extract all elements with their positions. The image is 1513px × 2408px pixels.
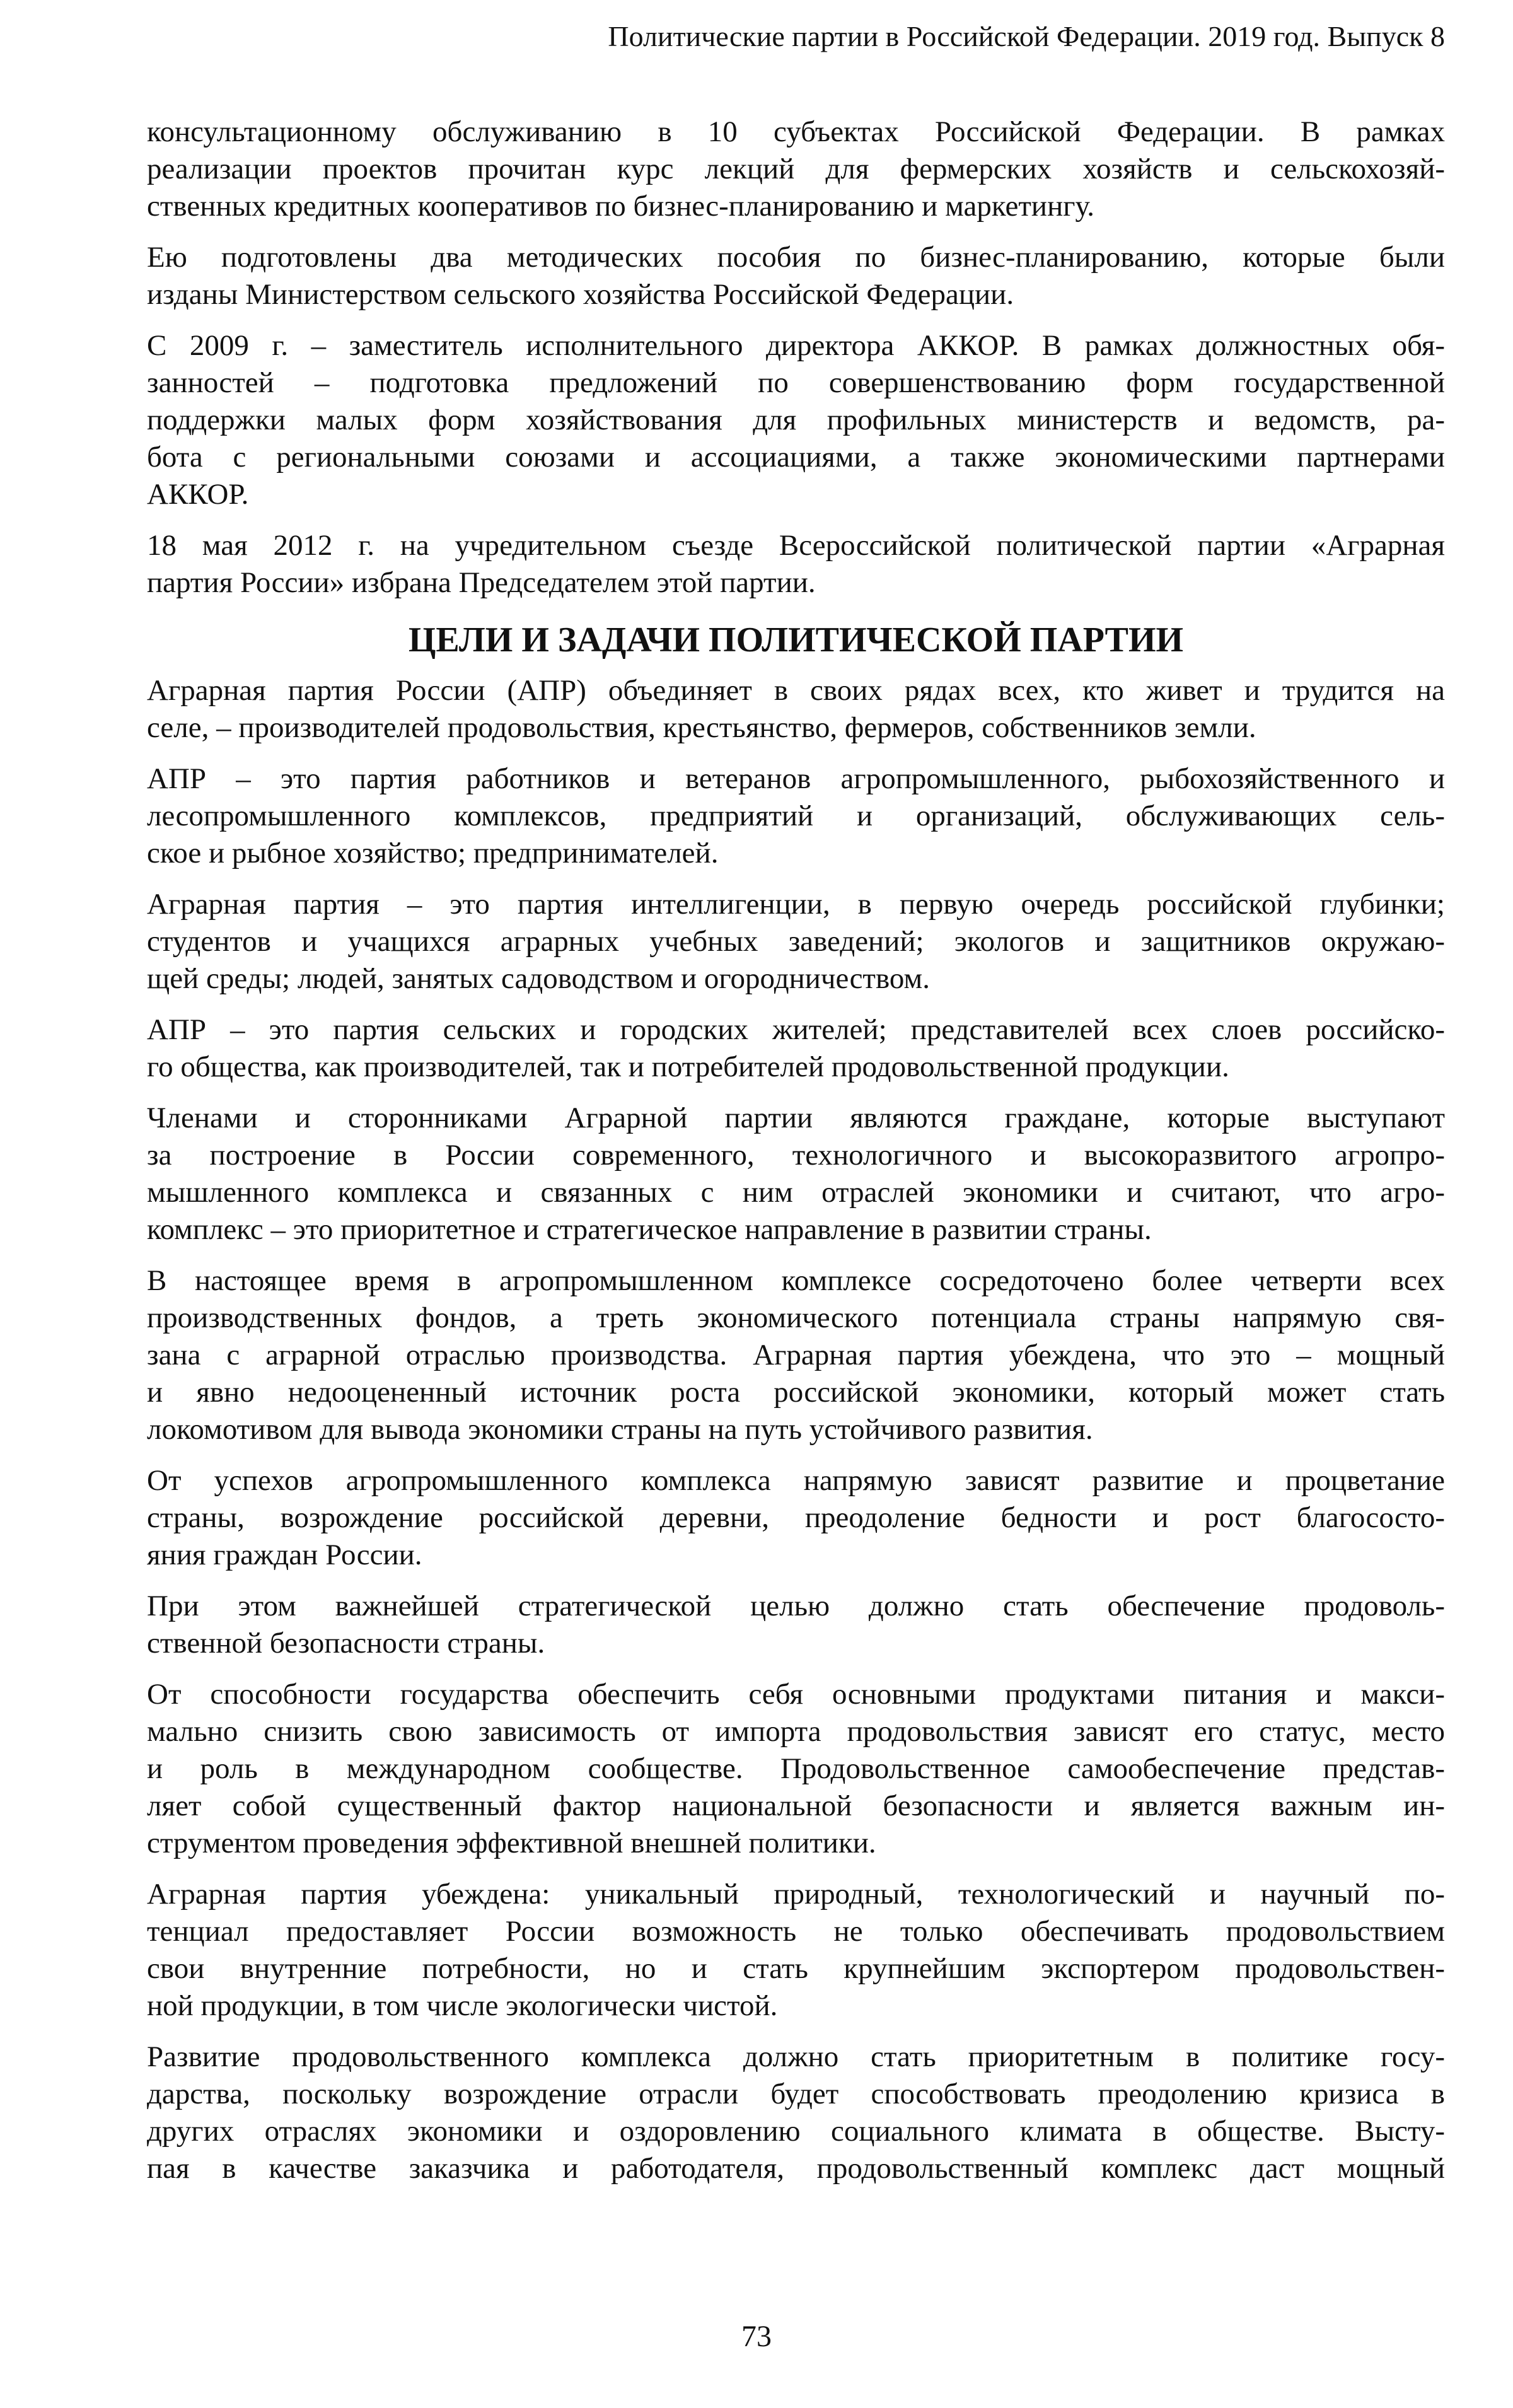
text-line: ственной безопасности страны.	[147, 1627, 545, 1660]
text-line: консультационному обслуживанию в 10 субъектах Российской Федерации. В рамках	[147, 115, 1445, 148]
paragraph	[147, 1588, 1445, 1662]
text-line: мально снизить свою зависимость от импорта продовольствия зависят его статус, место	[147, 1715, 1445, 1748]
text-line: щей среды; людей, занятых садоводством и огородничеством.	[147, 962, 930, 995]
text-line: студентов и учащихся аграрных учебных заведений; экологов и защитников окружаю-	[147, 925, 1445, 958]
text-line: Аграрная партия – это партия интеллигенции, в первую очередь российской глубинки;	[147, 888, 1445, 921]
text-line: занностей – подготовка предложений по совершенствованию форм государственной	[147, 366, 1445, 399]
text-line: пая в качестве заказчика и работодателя, продовольственный комплекс даст мощный	[147, 2152, 1445, 2185]
text-line: ной продукции, в том числе экологически чистой.	[147, 1989, 778, 2022]
paragraph	[147, 1676, 1445, 1862]
paragraph	[147, 886, 1445, 998]
paragraph	[147, 760, 1445, 872]
text-line: От успехов агропромышленного комплекса напрямую зависят развитие и процветание	[147, 1464, 1445, 1497]
text-line: От способности государства обеспечить себя основными продуктами питания и макси-	[147, 1678, 1445, 1711]
text-line: тенциал предоставляет России возможность не только обеспечивать продовольствием	[147, 1915, 1445, 1948]
text-line: яния граждан России.	[147, 1538, 422, 1571]
paragraph	[147, 1876, 1445, 2025]
paragraph	[147, 1011, 1445, 1086]
text-line: го общества, как производителей, так и потребителей продовольственной продукции.	[147, 1050, 1229, 1083]
paragraph	[147, 2039, 1445, 2187]
paragraph	[147, 527, 1445, 602]
text-line: зана с аграрной отраслью производства. Аграрная партия убеждена, что это – мощный	[147, 1339, 1445, 1371]
section-heading: ЦЕЛИ И ЗАДАЧИ ПОЛИТИЧЕСКОЙ ПАРТИИ	[408, 620, 1184, 660]
paragraph	[147, 1100, 1445, 1248]
text-line: страны, возрождение российской деревни, преодоление бедности и рост благососто-	[147, 1501, 1445, 1534]
text-line: и роль в международном сообществе. Продовольственное самообеспечение представ-	[147, 1752, 1445, 1785]
page-body	[147, 113, 1445, 2201]
paragraph	[147, 327, 1445, 513]
text-line: АККОР.	[147, 478, 249, 511]
text-line: и явно недооцененный источник роста российской экономики, который может стать	[147, 1376, 1445, 1409]
text-line: АПР – это партия сельских и городских жителей; представителей всех слоев российско-	[147, 1013, 1445, 1046]
biography-section	[147, 113, 1445, 602]
paragraph	[147, 113, 1445, 225]
text-line: 18 мая 2012 г. на учредительном съезде Всероссийской политической партии «Аграрная	[147, 529, 1445, 562]
paragraph	[147, 239, 1445, 313]
text-line: селе, – производителей продовольствия, крестьянство, фермеров, собственников земли.	[147, 711, 1256, 744]
text-line: свои внутренние потребности, но и стать крупнейшим экспортером продовольствен-	[147, 1952, 1445, 1985]
text-line: ственных кредитных кооперативов по бизнес-планированию и маркетингу.	[147, 190, 1095, 223]
goals-section	[147, 672, 1445, 2187]
text-line: производственных фондов, а треть экономического потенциала страны напрямую свя-	[147, 1301, 1445, 1334]
text-line: Аграрная партия России (АПР) объединяет в своих рядах всех, кто живет и трудится на	[147, 674, 1445, 707]
text-line: поддержки малых форм хозяйствования для профильных министерств и ведомств, ра-	[147, 404, 1445, 436]
text-line: ское и рыбное хозяйство; предпринимателей.	[147, 837, 719, 870]
text-line: В настоящее время в агропромышленном комплексе сосредоточено более четверти всех	[147, 1264, 1445, 1297]
text-line: При этом важнейшей стратегической целью должно стать обеспечение продоволь-	[147, 1590, 1445, 1622]
page-number: 73	[741, 2320, 772, 2353]
paragraph	[147, 1262, 1445, 1448]
text-line: мышленного комплекса и связанных с ним отраслей экономики и считают, что агро-	[147, 1176, 1445, 1209]
text-line: дарства, поскольку возрождение отрасли будет способствовать преодолению кризиса в	[147, 2078, 1445, 2110]
text-line: лесопромышленного комплексов, предприятий и организаций, обслуживающих сель-	[147, 800, 1445, 832]
text-line: партия России» избрана Председателем этой партии.	[147, 566, 816, 599]
text-line: бота с региональными союзами и ассоциациями, а также экономическими партнерами	[147, 441, 1445, 474]
paragraph	[147, 672, 1445, 747]
text-line: за построение в России современного, технологичного и высокоразвитого агропро-	[147, 1139, 1445, 1172]
text-line: С 2009 г. – заместитель исполнительного директора АККОР. В рамках должностных обя-	[147, 329, 1445, 362]
text-line: Ею подготовлены два методических пособия по бизнес-планированию, которые были	[147, 241, 1445, 274]
running-head: Политические партии в Российской Федерации. 2019 год. Выпуск 8	[608, 20, 1445, 52]
text-line: локомотивом для вывода экономики страны на путь устойчивого развития.	[147, 1413, 1093, 1446]
text-line: Аграрная партия убеждена: уникальный природный, технологический и научный по-	[147, 1878, 1445, 1911]
text-line: Развитие продовольственного комплекса должно стать приоритетным в политике госу-	[147, 2040, 1445, 2073]
text-line: струментом проведения эффективной внешней политики.	[147, 1827, 876, 1859]
text-line: комплекс – это приоритетное и стратегическое направление в развитии страны.	[147, 1213, 1152, 1246]
text-line: Членами и сторонниками Аграрной партии являются граждане, которые выступают	[147, 1102, 1445, 1134]
text-line: ляет собой существенный фактор национальной безопасности и является важным ин-	[147, 1789, 1445, 1822]
text-line: АПР – это партия работников и ветеранов агропромышленного, рыбохозяйственного и	[147, 762, 1445, 795]
text-line: реализации проектов прочитан курс лекций для фермерских хозяйств и сельскохозяй-	[147, 153, 1445, 185]
paragraph	[147, 1462, 1445, 1574]
text-line: других отраслях экономики и оздоровлению социального климата в обществе. Высту-	[147, 2115, 1445, 2148]
text-line: изданы Министерством сельского хозяйства Российской Федерации.	[147, 278, 1014, 311]
